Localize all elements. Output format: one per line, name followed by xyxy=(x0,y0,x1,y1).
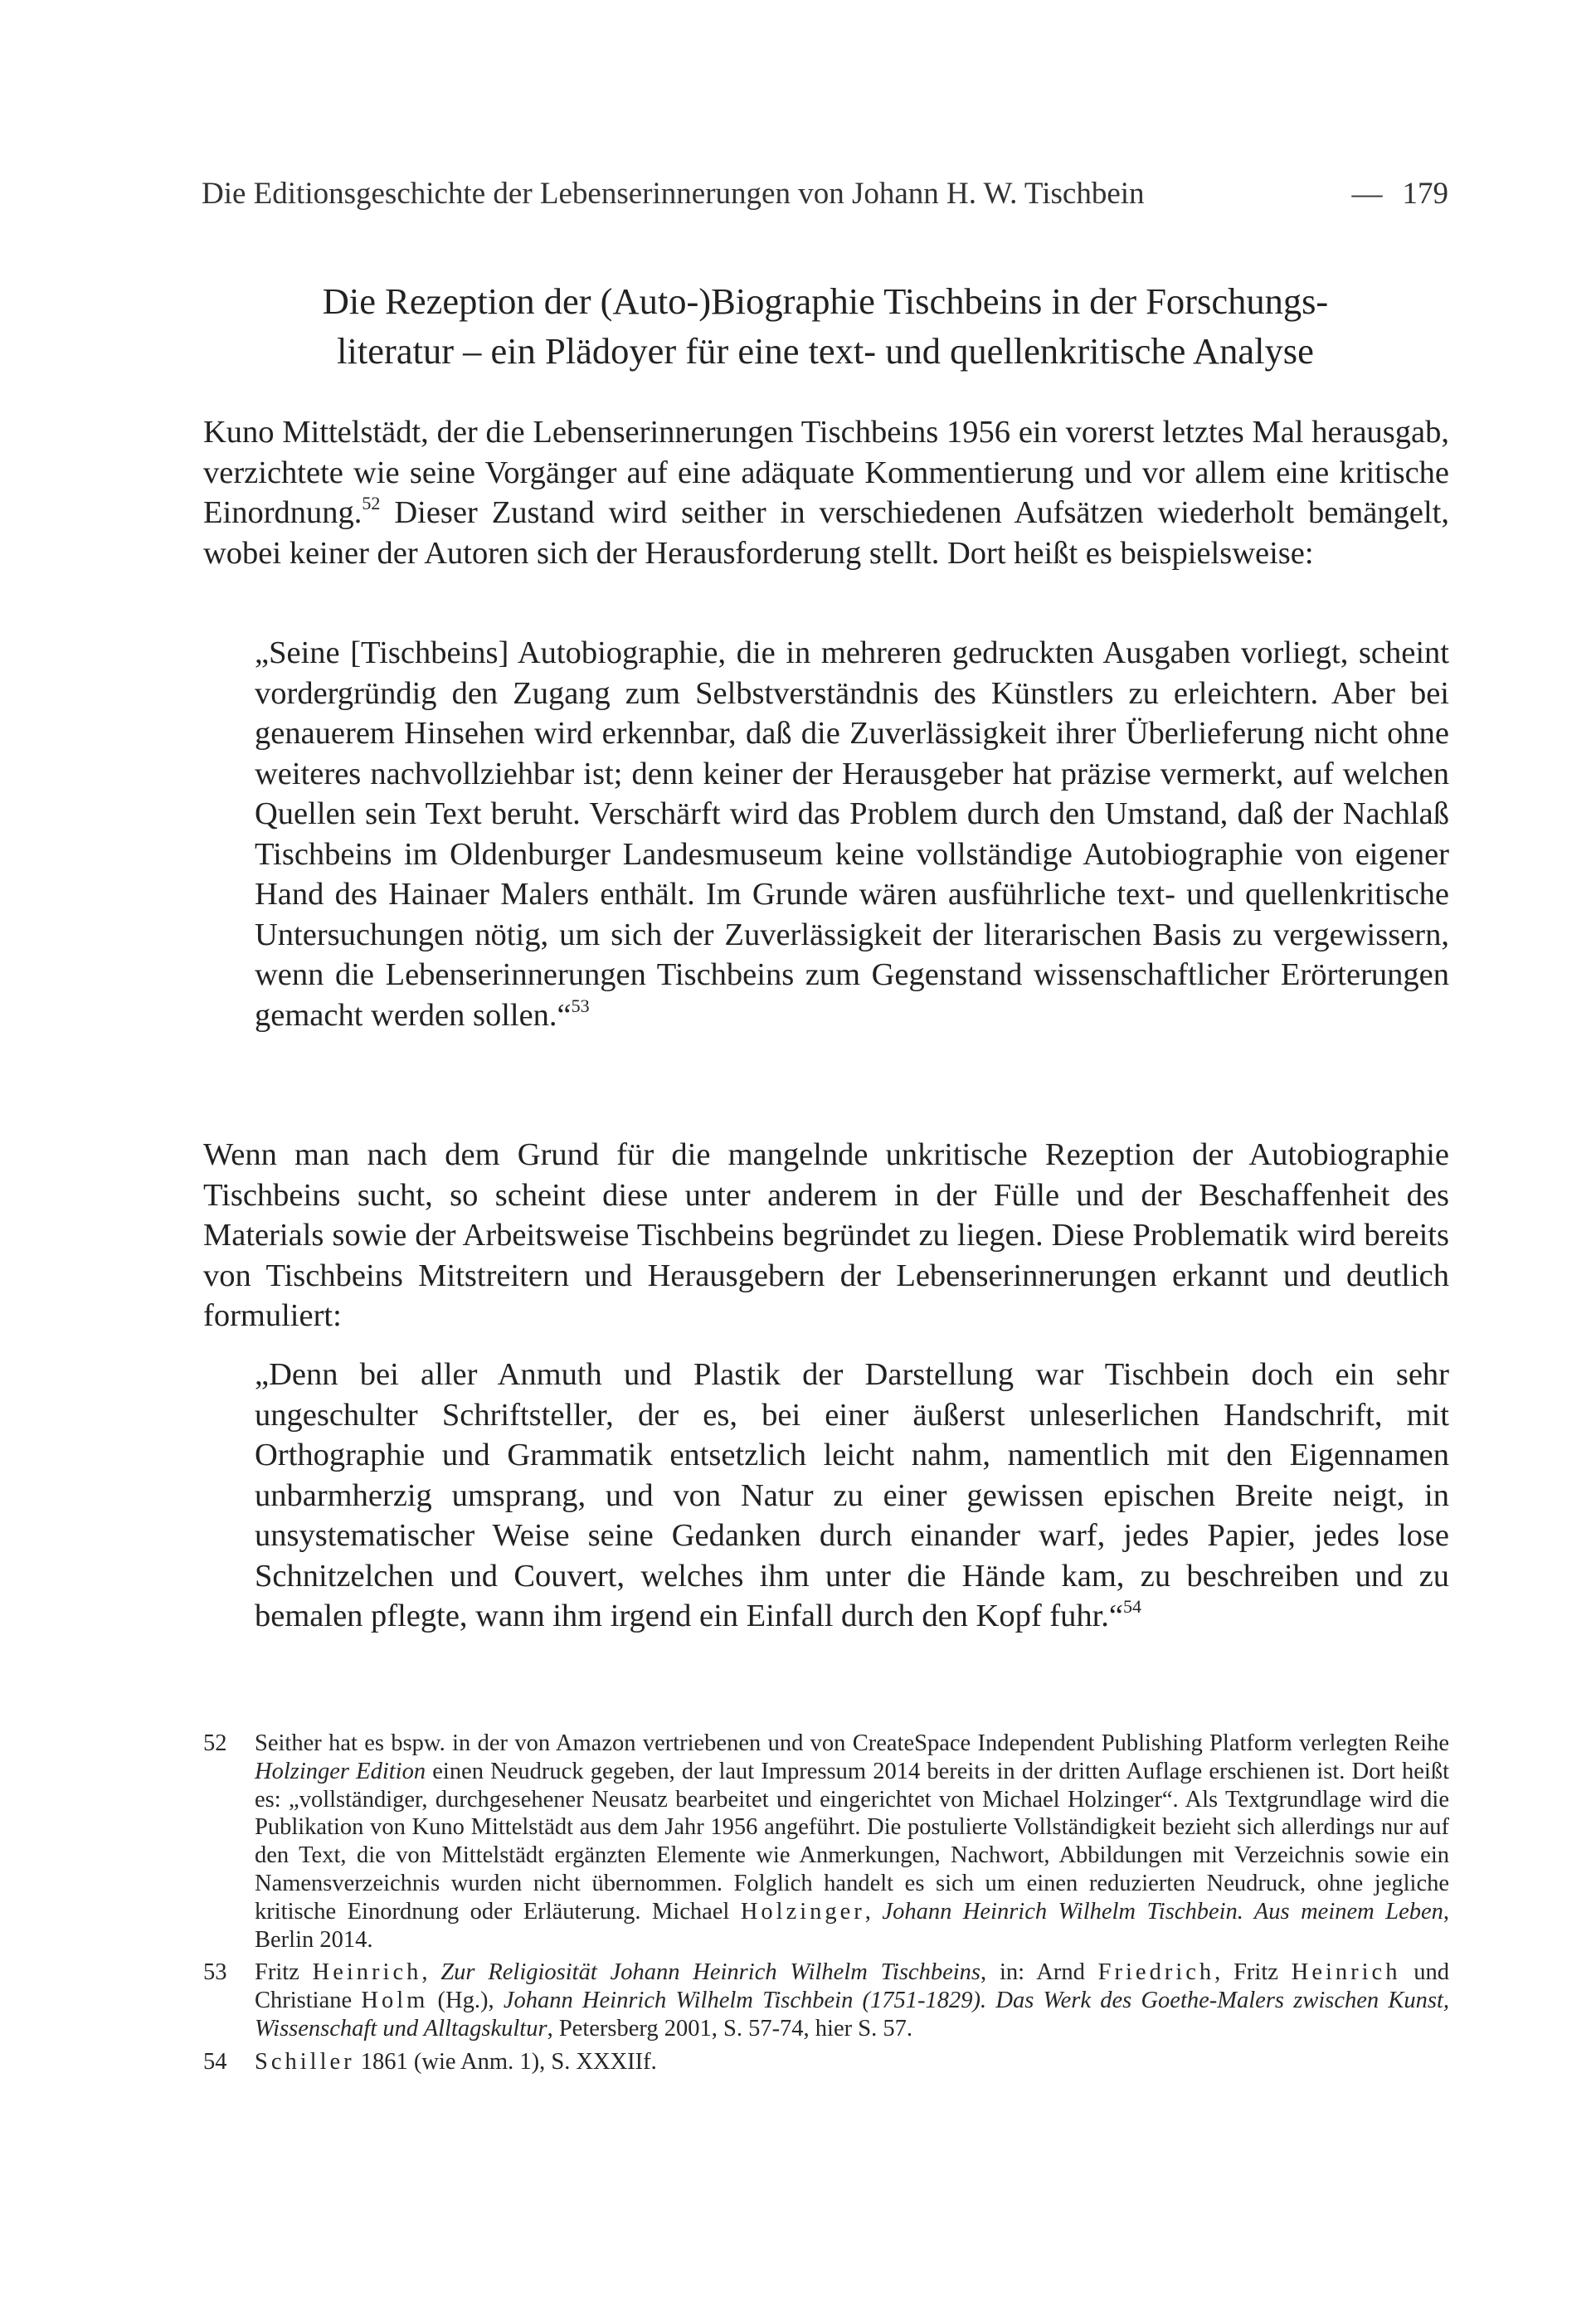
footnote-segment: 1861 (wie Anm. 1), S. XXXIIf. xyxy=(354,2048,657,2075)
footnote-text xyxy=(255,1959,1449,2042)
footnote-italic-title: Holzinger Edition xyxy=(255,1758,426,1784)
section-title xyxy=(203,276,1448,376)
block-quote-2 xyxy=(255,1355,1449,1637)
footnote-segment: , Petersberg 2001, S. 57-74, hier S. 57. xyxy=(547,2015,912,2042)
paragraph-1-text-b: Dieser Zustand wird seither in verschiedenen Aufsätzen wiederholt bemängelt, wobei keiner der Autoren sich der Herausforderung stellt. Dort heißt es beispielsweise: xyxy=(203,495,1449,571)
paragraph-1 xyxy=(203,412,1449,573)
section-title-line-1: Die Rezeption der (Auto-)Biographie Tischbeins in der Forschungs- xyxy=(322,280,1329,322)
footnote-segment: (Hg.), xyxy=(428,1988,504,2014)
footnote-segment: , xyxy=(864,1898,883,1925)
footnote-italic-title: Johann Heinrich Wilhelm Tischbein. Aus meinem Leben xyxy=(882,1898,1443,1925)
footnote-ref-54[interactable]: 54 xyxy=(1123,1596,1142,1617)
footnote-segment: , Berlin 2014. xyxy=(255,1898,1450,1953)
footnote-author: Holm xyxy=(361,1988,429,2014)
footnote-author: Holzinger xyxy=(740,1898,865,1925)
footnote-segment: , xyxy=(421,1959,441,1986)
footnote-author: Heinrich xyxy=(1291,1959,1401,1986)
footnote-52 xyxy=(203,1730,1449,1954)
footnote-text xyxy=(255,1730,1449,1954)
footnote-segment: , in: Arnd xyxy=(980,1959,1098,1986)
footnote-segment: Fritz xyxy=(255,1959,313,1986)
footnote-italic-title: Zur Religiosität Johann Heinrich Wilhelm Tischbeins xyxy=(440,1959,980,1986)
footnote-segment: und Christiane xyxy=(255,1959,1450,2014)
paragraph-2 xyxy=(203,1135,1449,1336)
footnote-author: Schiller xyxy=(255,2048,355,2075)
footnote-italic-title: Johann Heinrich Wilhelm Tischbein (1751-1829). Das Werk des Goethe-Malers zwischen Kunst, Wissenschaft und Alltagskultur xyxy=(255,1988,1449,2042)
footnote-segment: , Fritz xyxy=(1214,1959,1292,1986)
page-number: 179 xyxy=(1402,177,1448,211)
running-head-dash: — xyxy=(1351,177,1383,211)
running-head-number-group xyxy=(1352,176,1449,212)
section-title-line-2: literatur – ein Plädoyer für eine text- und quellenkritische Analyse xyxy=(337,330,1314,372)
block-quote-1-text: „Seine [Tischbeins] Autobiographie, die in mehreren gedruckten Ausgaben vorliegt, scheint vordergründig den Zugang zum Selbstverständnis des Künstlers zu erleichtern. Aber bei genauerem Hinsehen wird erkennbar, daß die Zuverlässigkeit ihrer Überlieferung nicht ohne weiteres nachvollziehbar ist; denn keiner der Herausgeber hat präzise vermerkt, auf welchen Quellen sein Text beruht. Verschärft wird das Problem durch den Umstand, daß der Nachlaß Tischbeins im Oldenburger Landesmuseum keine vollständige Autobiographie von eigener Hand des Hainaer Malers enthält. Im Grunde wären ausführliche text- und quellenkritische Untersuchungen nötig, um sich der Zuverlässigkeit der literarischen Basis zu vergewissern, wenn die Lebenserinnerungen Tischbeins zum Gegenstand wissenschaftlicher Erörterungen gemacht werden sollen.“ xyxy=(255,635,1449,1033)
footnote-54 xyxy=(203,2048,1449,2076)
footnote-53 xyxy=(203,1959,1449,2042)
footnote-ref-53[interactable]: 53 xyxy=(571,995,590,1016)
paragraph-2-text: Wenn man nach dem Grund für die mangelnde unkritische Rezeption der Autobiographie Tischbeins sucht, so scheint diese unter anderem in der Fülle und der Beschaffenheit des Materials sowie der Arbeitsweise Tischbeins begründet zu liegen. Diese Problematik wird bereits von Tischbeins Mitstreitern und Herausgebern der Lebenserinnerungen erkannt und deutlich formuliert: xyxy=(203,1137,1449,1333)
footnotes xyxy=(203,1730,1449,2081)
running-head-title: Die Editionsgeschichte der Lebenserinnerungen von Johann H. W. Tischbein xyxy=(202,177,1145,211)
footnote-segment: einen Neudruck gegeben, der laut Impressum 2014 bereits in der dritten Auflage erschienen ist. Dort heißt es: „vollständiger, durchgesehener Neusatz bearbeitet und eingerichtet von Michael Holzinger“. Als Textgrundlage wird die Publikation von Kuno Mittelstädt aus dem Jahr 1956 angeführt. Die postulierte Vollständigkeit bezieht sich allerdings nur auf den Text, die von Mittelstädt ergänzten Elemente wie Anmerkungen, Nachwort, Abbildungen mit Verzeichnis sowie ein Namensverzeichnis wurden nicht übernommen. Folglich handelt es sich um einen reduzierten Neudruck, ohne jegliche kritische Einordnung oder Erläuterung. Michael xyxy=(255,1758,1449,1925)
footnote-number: 52 xyxy=(203,1730,227,1756)
footnote-author: Friedrich xyxy=(1097,1959,1215,1986)
footnote-number: 54 xyxy=(203,2048,227,2075)
paragraph-1-text-a: Kuno Mittelstädt, der die Lebenserinnerungen Tischbeins 1956 ein vorerst letztes Mal herausgab, verzichtete wie seine Vorgänger auf eine adäquate Kommentierung und vor allem eine kritische Einordnung. xyxy=(203,415,1449,530)
footnote-text xyxy=(255,2048,1449,2076)
running-head xyxy=(202,176,1448,212)
block-quote-1 xyxy=(255,633,1449,1035)
block-quote-2-text: „Denn bei aller Anmuth und Plastik der Darstellung war Tischbein doch ein sehr ungeschulter Schriftsteller, der es, bei einer äußerst unleserlichen Handschrift, mit Orthographie und Grammatik entsetzlich leicht nahm, namentlich mit den Eigennamen unbarmherzig umsprang, und von Natur zu einer gewissen epischen Breite neigt, in unsystematischer Weise seine Gedanken durch einander warf, jedes Papier, jedes lose Schnitzelchen und Couvert, welches ihm unter die Hände kam, zu beschreiben und zu bemalen pflegte, wann ihm irgend ein Einfall durch den Kopf fuhr.“ xyxy=(255,1357,1449,1633)
footnote-segment: Seither hat es bspw. in der von Amazon vertriebenen und von CreateSpace Independent Publishing Platform verlegten Reihe xyxy=(255,1730,1449,1756)
footnote-author: Heinrich xyxy=(312,1959,422,1986)
footnote-number: 53 xyxy=(203,1959,227,1986)
footnote-ref-52[interactable]: 52 xyxy=(362,493,381,513)
